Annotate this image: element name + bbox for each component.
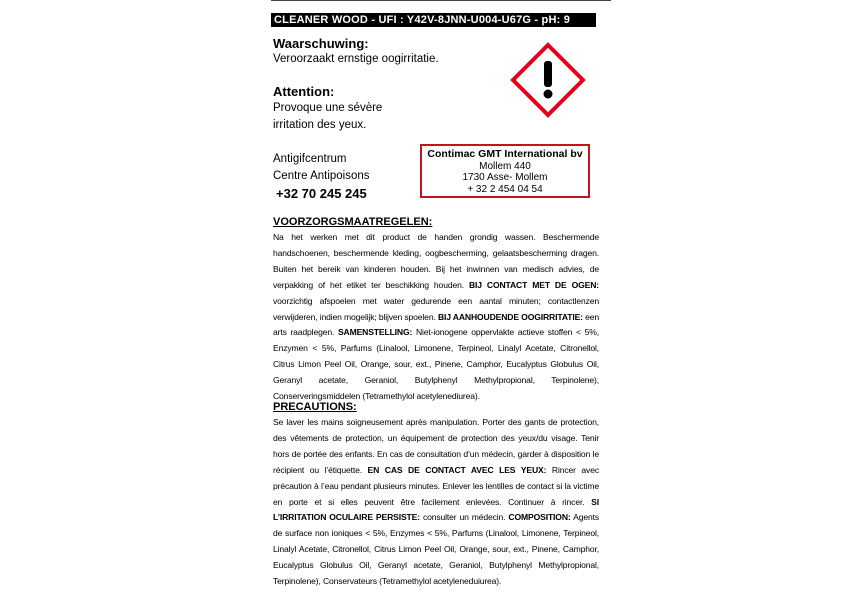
precautions-nl-eye-contact: BIJ CONTACT MET DE OGEN: xyxy=(468,279,599,290)
product-title-bar: CLEANER WOOD - UFI : Y42V-8JNN-U004-U67G - pH: 9 xyxy=(271,13,596,27)
precautions-fr-composition: COMPOSITION: xyxy=(508,512,571,523)
company-phone: + 32 2 454 04 54 xyxy=(467,183,543,195)
company-street: Mollem 440 xyxy=(479,160,531,172)
poison-center-fr: Centre Antipoisons xyxy=(273,170,370,182)
poison-center-block xyxy=(273,151,370,202)
precautions-nl-p1: Na het werken met dit product de handen grondig wassen. Beschermende handschoenen, beschermende kleding, oogbescherming, gelaatsbescherming dragen. Buiten het bereik van kinderen houden. Bij het inwinnen van medisch advies, de verpakking of het etiket ter beschikking houden. xyxy=(273,232,599,290)
exclamation-mark-icon xyxy=(544,61,553,99)
precautions-nl-p2: voorzichtig afspoelen met water gedurende een aantal minuten; contactlenzen verwijderen, indien mogelijk; blijven spoelen. xyxy=(273,295,599,322)
company-name: Contimac GMT International bv xyxy=(427,148,583,160)
precautions-fr-heading: PRECAUTIONS: xyxy=(273,401,357,413)
precautions-fr-eye-contact: EN CAS DE CONTACT AVEC LES YEUX: xyxy=(367,464,547,475)
warning-text-fr: Provoque une sévère irritation des yeux. xyxy=(273,102,383,131)
precautions-fr-p2: Rincer avec précaution à l’eau pendant plusieurs minutes. Enlever les lentilles de contact si la victime en porte et si elles peuvent être facilement enlevées. Continuer à rincer. xyxy=(273,464,599,507)
precautions-fr-text xyxy=(273,415,599,590)
precautions-nl-persistent-irritation: BIJ AANHOUDENDE OOGIRRITATIE: xyxy=(437,311,583,322)
precautions-nl-heading: VOORZORGSMAATREGELEN: xyxy=(273,216,433,228)
poison-center-phone: +32 70 245 245 xyxy=(276,186,367,201)
precautions-nl-p4: Niet-ionogene oppervlakte actieve stoffen < 5%, Enzymen < 5%, Parfums (Linalool, Limonene, Terpineol, Linalyl Acetate, Citronellol, Citrus Limon Peel Oil, Orange, sour, ext., Pinene, Camphor, Eucalyptus Globulus Oil, Geranyl acetate, Geraniol, Butylphenyl Methylpropional, Terpinolene), Conserveringsmiddelen (Tetramethylol acetylenediurea). xyxy=(273,327,599,402)
poison-center-nl: Antigifcentrum xyxy=(273,153,347,165)
precautions-fr-persistent-irritation: SI L’IRRITATION OCULAIRE PERSISTE: xyxy=(273,496,599,523)
precautions-nl-text xyxy=(273,230,599,405)
precautions-fr-p1: Se laver les mains soigneusement après manipulation. Porter des gants de protection, des vêtements de protection, un équipement de protection des yeux/du visage. Tenir hors de portée des enfants. En cas de consultation d’un médecin, garder à disposition le récipient ou l’étiquette. xyxy=(273,417,599,475)
company-city: 1730 Asse- Mollem xyxy=(462,172,548,183)
product-label xyxy=(271,0,601,615)
warning-text-nl: Veroorzaakt ernstige oogirritatie. xyxy=(273,53,439,65)
top-rule xyxy=(271,0,611,1)
precautions-fr-p4: Agents de surface non ioniques < 5%, Enzymes < 5%, Parfums (Linalool, Limonene, Terpineol, Linalyl Acetate, Citronellol, Citrus Limon Peel Oil, Orange, sour, ext., Pinene, Camphor, Eucalyptus Globulus Oil, Geranyl acetate, Geraniol, Butylphenyl Methylpropional, Terpinolene), Conservateurs (Tetramethylol acetyleneduiurea). xyxy=(273,512,599,587)
precautions-fr-p3: consulter un médecin. xyxy=(422,512,506,523)
precautions-nl-p3: een arts raadplegen. xyxy=(273,311,600,338)
precautions-nl-composition: SAMENSTELLING: xyxy=(337,327,413,338)
warning-heading-fr: Attention: xyxy=(273,84,335,99)
hazard-pictogram xyxy=(510,42,586,118)
company-address-box xyxy=(420,144,590,198)
warning-heading-nl: Waarschuwing: xyxy=(273,36,369,51)
